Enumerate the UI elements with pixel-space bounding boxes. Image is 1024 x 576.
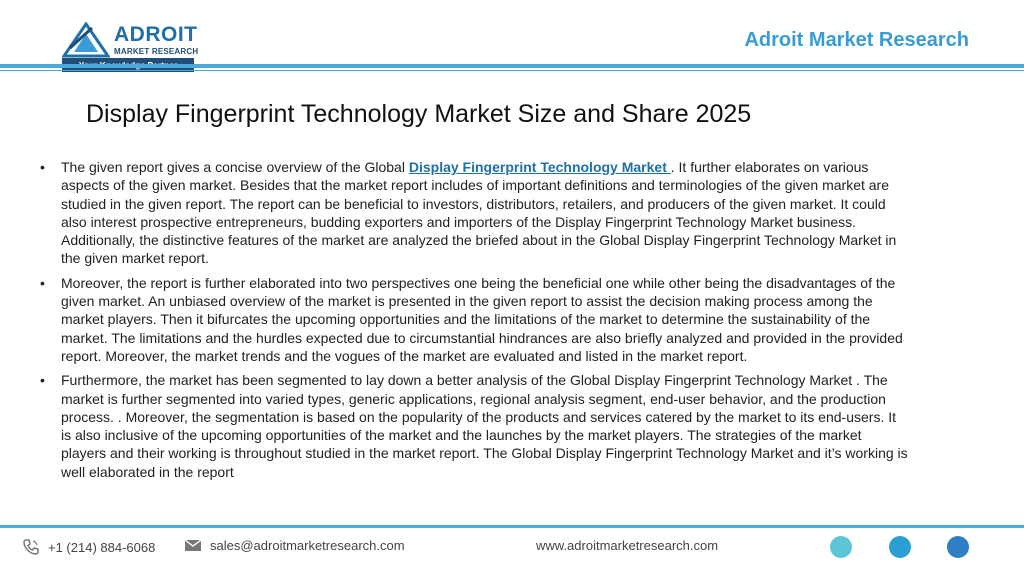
decorative-dot — [889, 536, 911, 558]
bullet-icon: • — [40, 372, 45, 389]
mail-icon — [184, 539, 202, 555]
email-address: sales@adroitmarketresearch.com — [210, 538, 405, 553]
paragraph-text: The given report gives a concise overview of the Global — [61, 159, 409, 175]
phone-number: +1 (214) 884-6068 — [48, 539, 156, 555]
decorative-dot — [947, 536, 969, 558]
bullet-icon: • — [40, 274, 45, 291]
logo-name: ADROIT — [114, 23, 198, 46]
paragraph-overview — [40, 158, 908, 268]
footer-website[interactable]: www.adroitmarketresearch.com — [536, 538, 719, 553]
logo-subtitle: MARKET RESEARCH — [114, 47, 199, 56]
decorative-dot — [830, 536, 852, 558]
paragraph-perspectives — [40, 274, 908, 365]
market-report-link[interactable]: Display Fingerprint Technology Market — [408, 159, 671, 175]
footer-divider — [0, 525, 1024, 528]
footer-phone[interactable] — [22, 538, 155, 559]
brand-name: Adroit Market Research — [744, 29, 969, 51]
header-divider — [0, 64, 1024, 68]
paragraph-segmentation — [40, 371, 908, 481]
paragraph-text: . It further elaborates on various aspects of the given market. Besides that the market report includes of important definitions and terminologies of the given market are studied in the given report. The report can be beneficial to investors, distributors, retailers, and producers of the given market. It could also interest prospective entrepreneurs, budding exporters and importers of the Display Fingerprint Technology Market business. Additionally, the distinctive features of the market are analyzed the briefed about in the Global Display Fingerprint Technology Market in the given market report. — [61, 159, 897, 267]
footer-email[interactable] — [184, 538, 405, 555]
bullet-icon: • — [40, 159, 45, 175]
paragraph-text: Furthermore, the market has been segmented to lay down a better analysis of the Global Display Fingerprint Technology Market . The market is further segmented into varied types, generic applications, regional analysis segment, end-user behavior, and the production process. . Moreover, the segmentation is based on the popularity of the products and services catered by the market to its end-users. It is also inclusive of the upcoming opportunities of the market and the launches by the market players. The strategies of the market players and their working is throughout studied in the market report. The Global Display Fingerprint Technology Market and it’s working is well elaborated in the report — [61, 372, 908, 480]
phone-icon — [22, 538, 40, 559]
header-divider-thin — [0, 70, 1024, 71]
page-title: Display Fingerprint Technology Market Size and Share 2025 — [86, 100, 752, 128]
paragraph-text: Moreover, the report is further elaborated into two perspectives one being the beneficial one while other being the disadvantages of the given market. An unbiased overview of the market is presented in the given report to assist the decision making process among the market players. Then it bifurcates the upcoming opportunities and the limitations of the market to determine the sustainability of the market. The limitations and the hurdles expected due to circumstantial hindrances are also briefly analyzed and provided in the provided report. Moreover, the market trends and the vogues of the market are evaluated and listed in the market report. — [61, 274, 903, 364]
report-body — [40, 158, 908, 487]
logo-triangle-icon — [62, 22, 110, 58]
